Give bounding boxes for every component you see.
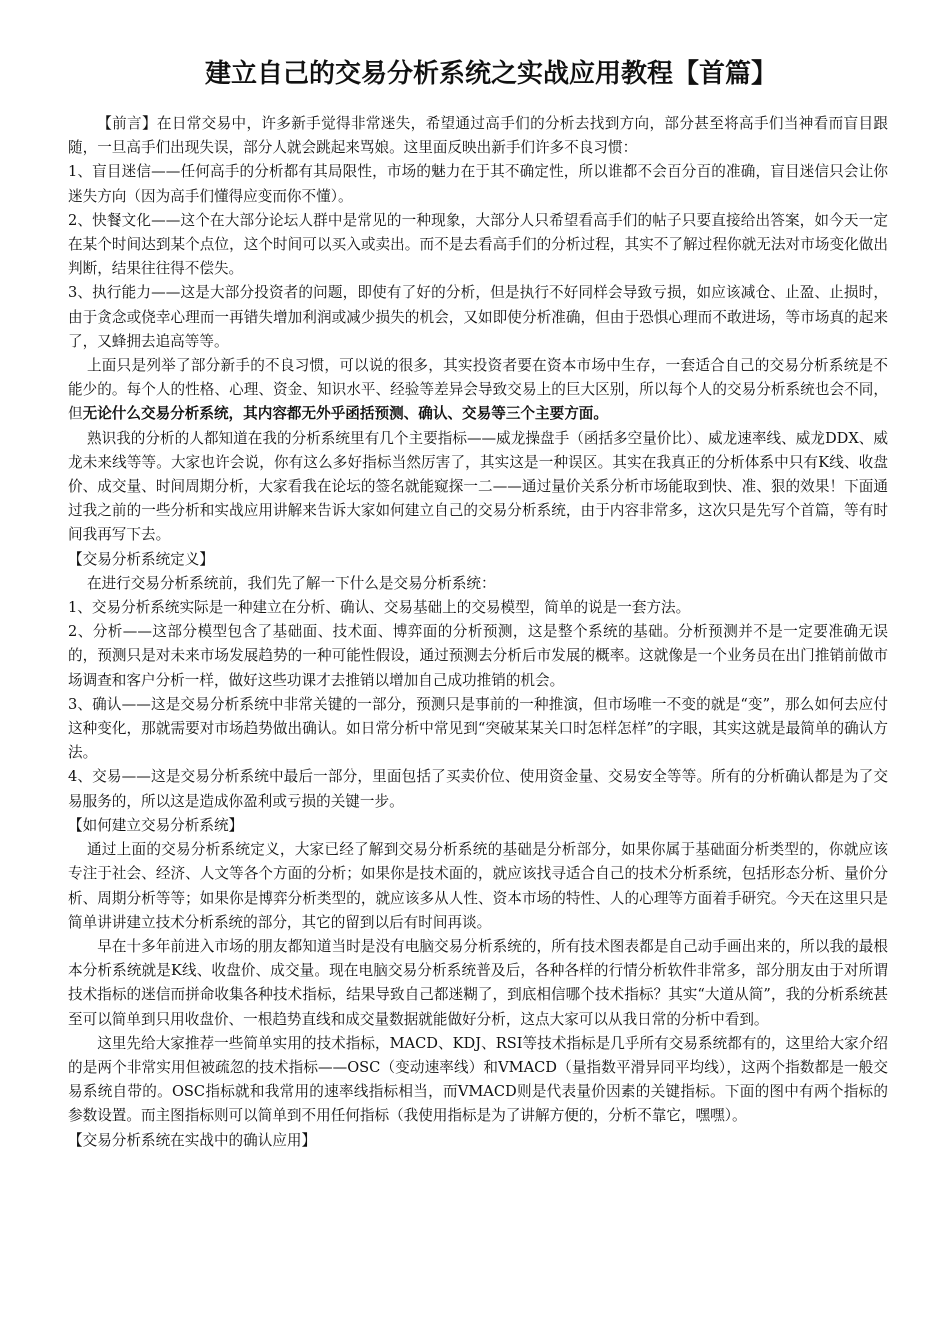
preface-item-2: 2、快餐文化——这个在大部分论坛人群中是常见的一种现象，大部分人只希望看高手们的帖子只要直接给出答案，如今天一定在某个时间达到某个点位，这个时间可以买入或卖出。而不是去看高手们的分析过程，其实不了解过程你就无法对市场变化做出判断，结果往往得不偿失。 <box>68 211 888 278</box>
howto-paragraph-1: 通过上面的交易分析系统定义，大家已经了解到交易分析系统的基础是分析部分，如果你属于基础面分析类型的，你就应该专注于社会、经济、人文等各个方面的分析；如果你是技术面的，就应该找寻适合自己的技术分析系统，包括形态分析、量价分析、周期分析等等；如果你是博弈分析类型的，就应该多从人性、资本市场的特性、人的心理等方面着手研究。今天在这里只是简单讲讲建立技术分析系统的部分，其它的留到以后有时间再谈。 <box>68 841 888 931</box>
section-heading-howto: 【如何建立交易分析系统】 <box>68 816 244 834</box>
preface-summary-text: 上面只是列举了部分新手的不良习惯，可以说的很多，其实投资者要在资本市场中生存，一套适合自己的交易分析系统是不能少的。每个人的性格、心理、资金、知识水平、经验等差异会导致交易上的巨大区别，所以每个人的交易分析系统也会不同，但 <box>68 357 888 423</box>
preface-indicators-paragraph: 熟识我的分析的人都知道在我的分析系统里有几个主要指标——威龙操盘手（函括多空量价比）、威龙速率线、威龙DDX、威龙未来线等等。大家也许会说，你有这么多好指标当然厉害了，其实这是一种误区。其实在我真正的分析体系中只有K线、收盘价、成交量、时间周期分析，大家看我在论坛的签名就能窥探一二——通过量价关系分析市场能取到快、准、狠的效果！下面通过我之前的一些分析和实战应用讲解来告诉大家如何建立自己的交易分析系统，由于内容非常多，这次只是先写个首篇，等有时间我再写下去。 <box>68 429 888 544</box>
section-heading-definition: 【交易分析系统定义】 <box>68 550 214 568</box>
definition-item-2: 2、分析——这部分模型包含了基础面、技术面、博弈面的分析预测，这是整个系统的基础。分析预测并不是一定要准确无误的，预测只是对未来市场发展趋势的一种可能性假设，通过预测去分析后市发展的概率。这就像是一个业务员在出门推销前做市场调查和客户分析一样，做好这些功课才去推销以增加自己成功推销的机会。 <box>68 623 888 689</box>
howto-paragraph-3: 这里先给大家推荐一些简单实用的技术指标，MACD、KDJ、RSI等技术指标是几乎所有交易系统都有的，这里给大家介绍的是两个非常实用但被疏忽的技术指标——OSC（变动速率线）和VMACD（量指数平滑异同平均线），这两个指数都是一般交易系统自带的。OSC指标就和我常用的速率线指标相当，而VMACD则是代表量价因素的关键指标。下面的图中有两个指标的参数设置。而主图指标则可以简单到不用任何指标（我使用指标是为了讲解方便的，分析不靠它，嘿嘿）。 <box>68 1034 888 1125</box>
definition-item-4: 4、交易——这是交易分析系统中最后一部分，里面包括了买卖价位、使用资金量、交易安全等等。所有的分析确认都是为了交易服务的，所以这是造成你盈利或亏损的关键一步。 <box>68 768 888 810</box>
howto-paragraph-2: 早在十多年前进入市场的朋友都知道当时是没有电脑交易分析系统的，所有技术图表都是自己动手画出来的，所以我的最根本分析系统就是K线、收盘价、成交量。现在电脑交易分析系统普及后，各种各样的行情分析软件非常多，部分朋友由于对所谓技术指标的迷信而拼命收集各种技术指标，结果导致自己都迷糊了，到底相信哪个技术指标？其实“大道从简”，我的分析系统甚至可以简单到只用收盘价、一根趋势直线和成交量数据就能做好分析，这点大家可以从我日常的分析中看到。 <box>68 937 888 1028</box>
definition-item-3: 3、确认——这是交易分析系统中非常关键的一部分，预测只是事前的一种推演，但市场唯一不变的就是“变”，那么如何去应付这种变化，那就需要对市场趋势做出确认。如日常分析中常见到“突破某某关口时怎样怎样”的字眼，其实这就是最简单的确认方法。 <box>68 695 888 762</box>
preface-paragraph: 【前言】在日常交易中，许多新手觉得非常迷失，希望通过高手们的分析去找到方向，部分甚至将高手们当神看而盲目跟随，一旦高手们出现失误，部分人就会跳起来骂娘。这里面反映出新手们许多不良习惯： <box>68 115 888 157</box>
preface-summary-bold: 无论什么交易分析系统，其内容都无外乎函括预测、确认、交易等三个主要方面。 <box>82 405 608 423</box>
section-heading-confirm: 【交易分析系统在实战中的确认应用】 <box>68 1131 317 1149</box>
definition-intro: 在进行交易分析系统前，我们先了解一下什么是交易分析系统： <box>86 574 496 592</box>
definition-item-1: 1、交易分析系统实际是一种建立在分析、确认、交易基础上的交易模型，简单的说是一套方法。 <box>68 599 691 617</box>
preface-item-3: 3、执行能力——这是大部分投资者的问题，即使有了好的分析，但是执行不好同样会导致亏损，如应该减仓、止盈、止损时，由于贪念或侥幸心理而一再错失增加利润或减少损失的机会，又如即使分析准确，但由于恐惧心理而不敢进场，等市场真的起来了，又蜂拥去追高等等。 <box>68 284 888 350</box>
preface-item-1: 1、盲目迷信——任何高手的分析都有其局限性，市场的魅力在于其不确定性，所以谁都不会百分百的准确，盲目迷信只会让你迷失方向（因为高手们懂得应变而你不懂）。 <box>68 163 888 205</box>
document-title: 建立自己的交易分析系统之实战应用教程【首篇】 <box>204 59 777 89</box>
preface-summary-paragraph <box>68 354 888 427</box>
